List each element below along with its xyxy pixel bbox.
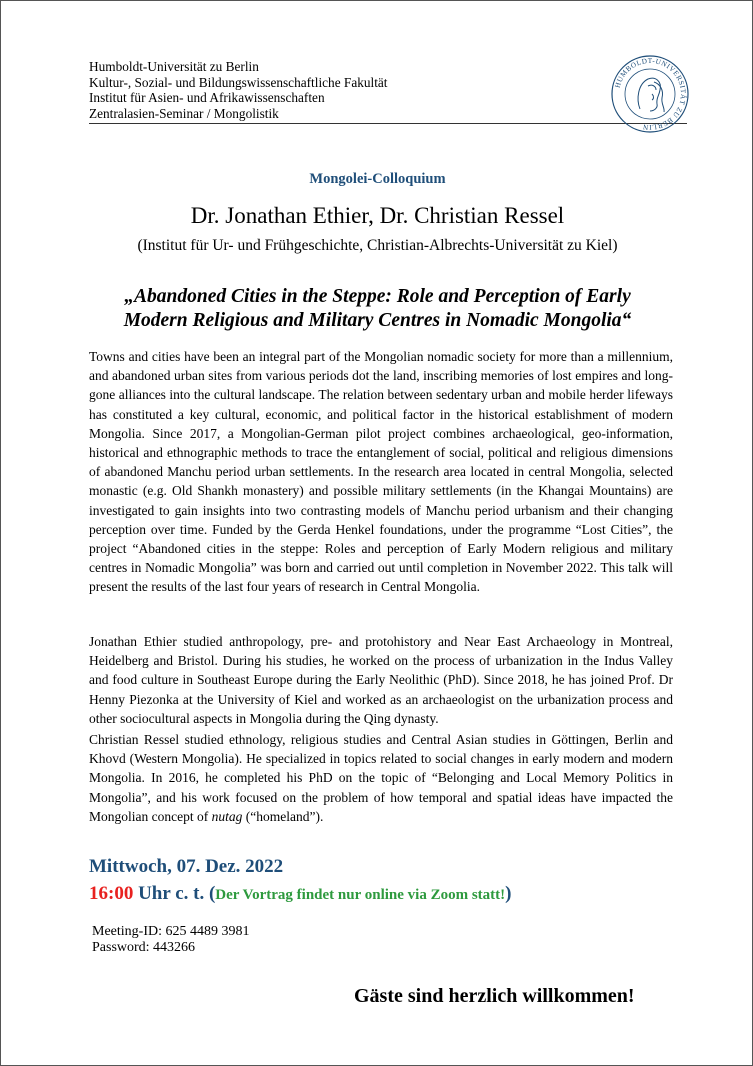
talk-title-line-1: „Abandoned Cities in the Steppe: Role and Perception of Early bbox=[124, 286, 631, 307]
event-date: Mittwoch, 07. Dez. 2022 bbox=[89, 856, 284, 877]
event-time-line bbox=[89, 883, 511, 905]
seal-text: HUMBOLDT-UNIVERSITÄT ZU BERLIN bbox=[613, 56, 688, 132]
header-line-faculty: Kultur-, Sozial- und Bildungswissenschaftliche Fakultät bbox=[89, 74, 388, 90]
zoom-meeting-info bbox=[92, 924, 249, 956]
university-seal-logo bbox=[610, 54, 690, 134]
bio-ressel-text: Christian Ressel studied ethnology, religious studies and Central Asian studies in Göttingen, Berlin and Khovd (Western Mongolia). He specialized in topics related to social changes in early modern and modern Mongolia. In 2016, he completed his PhD on the topic of “Belonging and Local Memory Politics in Mongolia”, and his work focused on the problem of how temporal and spatial ideas have impacted the Mongolian concept of bbox=[89, 732, 673, 824]
colloquium-series: Mongolei-Colloquium bbox=[309, 171, 446, 187]
online-note: Der Vortrag findet nur online via Zoom statt! bbox=[215, 887, 506, 903]
meeting-password: Password: 443266 bbox=[92, 940, 196, 955]
speaker-affiliation: (Institut für Ur- und Frühgeschichte, Christian-Albrechts-Universität zu Kiel) bbox=[137, 237, 618, 254]
bio-ressel-text-end: (“homeland”). bbox=[242, 808, 324, 824]
abstract-paragraph: Towns and cities have been an integral part of the Mongolian nomadic society for more than a millennium, and abandoned urban sites from various periods dot the land, inscribing memories of lost empires and long-gone alliances into the cultural landscape. The relation between sedentary urban and mobile herder lifeways has constituted a key cultural, economic, and political factor in the historical establishment of modern Mongolia. Since 2017, a Mongolian-German pilot project combines archaeological, geo-information, historical and ethnographic methods to trace the entanglement of social, political and religious dimensions of abandoned Manchu period urban settlements. In the research area located in central Mongolia, selected monastic (e.g. Old Shankh monastery) and possible military settlements (in the Khangai Mountains) are investigated to gain insights into two contrasting models of Manchu period urbanism and their changing perception over time. Funded by the Gerda Henkel foundations, under the programme “Lost Cities”, the project “Abandoned cities in the steppe: Roles and perception of Early Modern religious and military centres in Nomadic Mongolia” was born and carried out until completion in November 2022. This talk will present the results of the last four years of research in Central Mongolia. bbox=[89, 349, 673, 595]
welcome-note: Gäste sind herzlich willkommen! bbox=[354, 985, 635, 1007]
event-time-suffix: Uhr c. t. ( bbox=[133, 883, 216, 904]
talk-title-line-2: Modern Religious and Military Centres in Nomadic Mongolia“ bbox=[123, 310, 632, 331]
event-time: 16:00 bbox=[89, 883, 134, 904]
header-line-institute: Institut für Asien- und Afrikawissenschaften bbox=[89, 90, 325, 106]
bio-ethier-paragraph: Jonathan Ethier studied anthropology, pre- and protohistory and Near East Archaeology in Montreal, Heidelberg and Bristol. During his studies, he worked on the process of urbanization in the Indus Valley and food culture in Southeast Europe during the Early Neolithic (PhD). Since 2018, he has joined Prof. Dr Henny Piezonka at the University of Kiel and worked as an archaeologist on the urbanization process and other sociocultural aspects in Mongolia during the Qing dynasty. bbox=[89, 634, 673, 726]
bio-ressel-italic-term: nutag bbox=[211, 808, 243, 824]
online-note-close: ) bbox=[505, 883, 512, 904]
header-line-seminar: Zentralasien-Seminar / Mongolistik bbox=[89, 105, 279, 121]
header-line-university: Humboldt-Universität zu Berlin bbox=[89, 59, 259, 74]
talk-title bbox=[71, 285, 684, 333]
bio-ressel-paragraph bbox=[89, 730, 673, 826]
speaker-names: Dr. Jonathan Ethier, Dr. Christian Ressel bbox=[190, 203, 565, 228]
institution-header bbox=[89, 59, 609, 121]
header-divider bbox=[89, 123, 687, 124]
meeting-id: Meeting-ID: 625 4489 3981 bbox=[92, 924, 250, 939]
